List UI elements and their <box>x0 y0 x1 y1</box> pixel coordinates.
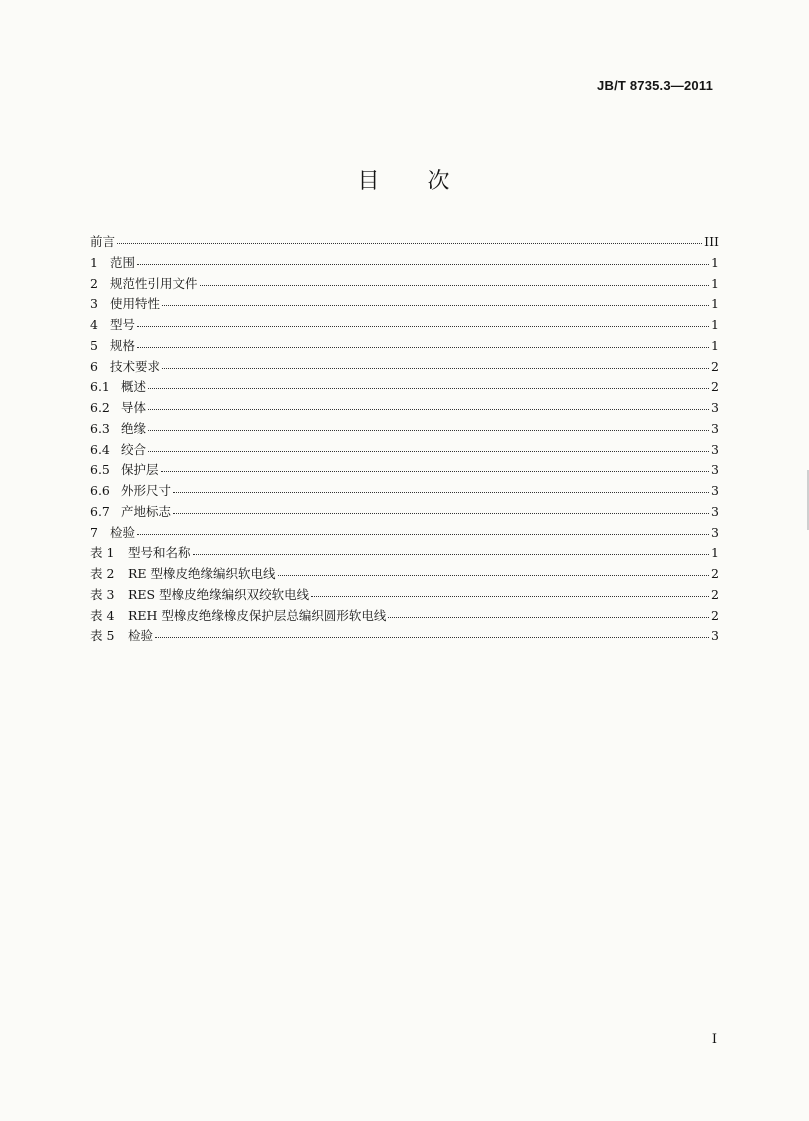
toc-entry-page: 1 <box>711 317 719 332</box>
toc-entry-number: 6.3 <box>90 420 110 436</box>
toc-entry-number: 6.4 <box>90 441 110 457</box>
toc-entry-number: 表 2 <box>90 566 115 581</box>
toc-entry-page: 3 <box>711 400 719 415</box>
standard-code: JB/T 8735.3—2011 <box>597 78 713 93</box>
toc-entry-page: 2 <box>711 379 719 395</box>
toc-entry-number: 5 <box>90 337 98 353</box>
toc-entry-page: III <box>704 234 719 249</box>
page-number: I <box>711 1032 717 1047</box>
toc-entry-page: 2 <box>711 358 719 374</box>
toc-entry-page: 3 <box>711 462 719 478</box>
dot-leader <box>137 533 709 535</box>
toc-entry-label: 产地标志 <box>121 503 172 519</box>
toc-entry-number: 表 5 <box>90 628 115 644</box>
toc-entry-page: 2 <box>711 607 719 623</box>
toc-entry-page: 3 <box>711 420 719 436</box>
toc-entry-label: 技术要求 <box>110 358 161 374</box>
toc-entry-page: 1 <box>711 296 719 312</box>
toc-entry-label: 保护层 <box>121 462 159 478</box>
toc-entry-label: RE 型橡皮绝缘编织软电线 <box>128 566 276 581</box>
dot-leader <box>200 284 709 286</box>
toc-entry-number: 6.6 <box>90 483 110 498</box>
toc-entry-page: 3 <box>711 503 719 519</box>
dot-leader <box>148 450 709 452</box>
toc-entry-label: 型号 <box>110 317 136 332</box>
toc-entry[interactable] <box>90 523 719 544</box>
toc-entry-number: 6.7 <box>90 503 110 519</box>
toc-entry-label: 范围 <box>110 254 136 270</box>
toc-entry-number: 表 1 <box>90 545 115 561</box>
toc-entry-number: 6.2 <box>90 400 110 415</box>
dot-leader <box>148 408 709 410</box>
toc-entry-number: 1 <box>90 254 98 270</box>
toc-entry-label: 绞合 <box>121 441 147 457</box>
toc-entry[interactable] <box>90 336 719 357</box>
toc-entry[interactable] <box>90 315 719 336</box>
toc-entry-label: 规格 <box>110 337 136 353</box>
toc-entry-label: 规范性引用文件 <box>110 275 198 291</box>
dot-leader <box>173 491 709 493</box>
toc-entry-preface[interactable] <box>90 232 719 253</box>
toc-entry[interactable] <box>90 377 719 398</box>
dot-leader <box>155 636 709 638</box>
dot-leader <box>137 263 709 265</box>
toc-entry-table[interactable] <box>90 585 719 606</box>
toc-entry-label: RES 型橡皮绝缘编织双绞软电线 <box>128 586 310 602</box>
dot-leader <box>311 595 709 597</box>
dot-leader <box>148 387 709 389</box>
dot-leader <box>137 346 709 348</box>
toc-entry-page: 1 <box>711 275 719 291</box>
toc-entry-number: 6 <box>90 358 98 374</box>
toc-entry-page: 1 <box>711 337 719 353</box>
toc-entry-label: 外形尺寸 <box>121 483 172 498</box>
toc-entry-table[interactable] <box>90 543 719 564</box>
toc-entry[interactable] <box>90 460 719 481</box>
toc-entry-page: 3 <box>711 441 719 457</box>
dot-leader <box>193 553 709 555</box>
toc-entry-table[interactable] <box>90 564 719 585</box>
toc-entry[interactable] <box>90 440 719 461</box>
toc-entry-page: 1 <box>711 545 719 561</box>
dot-leader <box>161 470 709 472</box>
dot-leader <box>117 242 702 244</box>
toc-entry-table[interactable] <box>90 606 719 627</box>
toc-entry[interactable] <box>90 502 719 523</box>
title-char-2: 次 <box>427 169 452 194</box>
dot-leader <box>388 616 709 618</box>
toc-entry-page: 2 <box>711 586 719 602</box>
dot-leader <box>278 574 709 576</box>
toc-entry-number: 6.1 <box>90 379 110 395</box>
table-of-contents <box>90 232 719 647</box>
page-title <box>0 164 809 195</box>
dot-leader <box>148 429 709 431</box>
dot-leader <box>173 512 709 514</box>
toc-entry-page: 3 <box>711 524 719 540</box>
toc-entry[interactable] <box>90 253 719 274</box>
toc-entry-table[interactable] <box>90 626 719 647</box>
toc-entry-page: 1 <box>711 254 719 270</box>
toc-entry-page: 2 <box>711 566 719 581</box>
toc-entry-number: 6.5 <box>90 462 110 478</box>
dot-leader <box>162 367 709 369</box>
dot-leader <box>137 325 709 327</box>
title-char-1: 目 <box>357 169 382 194</box>
toc-entry-number: 2 <box>90 275 98 291</box>
toc-entry-number: 7 <box>90 524 98 540</box>
toc-entry[interactable] <box>90 481 719 502</box>
toc-entry-label: 型号和名称 <box>128 545 191 561</box>
toc-entry[interactable] <box>90 419 719 440</box>
dot-leader <box>162 304 709 306</box>
toc-entry[interactable] <box>90 398 719 419</box>
toc-entry-page: 3 <box>711 483 719 498</box>
toc-entry[interactable] <box>90 274 719 295</box>
toc-entry-label: 检验 <box>128 628 154 644</box>
toc-entry-label: 检验 <box>110 524 136 540</box>
toc-entry-label: REH 型橡皮绝缘橡皮保护层总编织圆形软电线 <box>128 607 387 623</box>
toc-entry-number: 表 4 <box>90 607 115 623</box>
toc-entry-page: 3 <box>711 628 719 644</box>
toc-entry-number: 4 <box>90 317 98 332</box>
toc-entry-label: 概述 <box>121 379 147 395</box>
toc-entry-label: 前言 <box>90 234 116 249</box>
toc-entry-label: 绝缘 <box>121 420 147 436</box>
toc-entry-number: 3 <box>90 296 98 312</box>
toc-entry-label: 使用特性 <box>110 296 161 312</box>
toc-entry-number: 表 3 <box>90 586 115 602</box>
toc-entry[interactable] <box>90 294 719 315</box>
toc-entry[interactable] <box>90 357 719 378</box>
toc-entry-label: 导体 <box>121 400 147 415</box>
